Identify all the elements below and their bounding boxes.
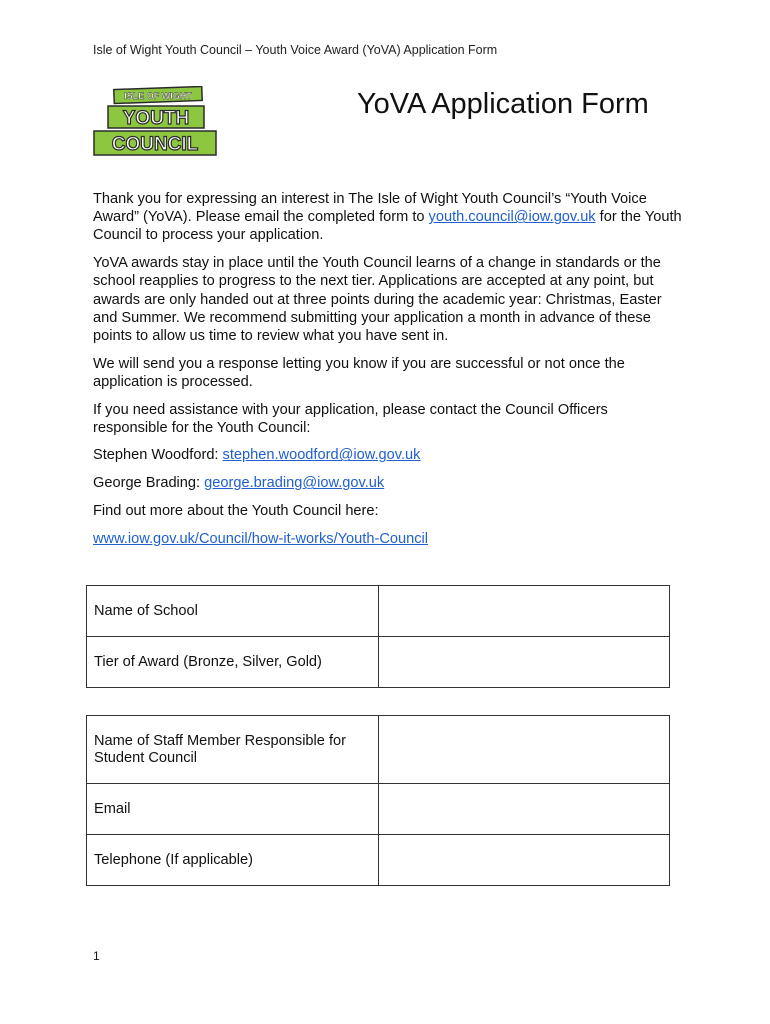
intro-paragraph-4: If you need assistance with your application, please contact the Council Officers responsible for the Youth Council: [93, 401, 608, 436]
name-of-school-field[interactable] [379, 586, 670, 637]
intro-paragraph-3: We will send you a response letting you know if you are successful or not once the application is processed. [93, 355, 625, 390]
staff-details-table [86, 715, 670, 886]
table-row [87, 637, 670, 688]
intro-text-end: for the Youth Council to process your application. [93, 209, 682, 244]
email-label: Email [87, 784, 379, 835]
table-row [87, 784, 670, 835]
youth-council-email-link[interactable]: youth.council@iow.gov.uk [428, 209, 596, 226]
running-header: Isle of Wight Youth Council – Youth Voice Award (YoVA) Application Form [93, 43, 498, 57]
tier-of-award-field[interactable] [379, 637, 670, 688]
telephone-label: Telephone (If applicable) [87, 835, 379, 886]
find-out-more: Find out more about the Youth Council here: [93, 502, 379, 519]
youth-council-logo [92, 86, 218, 158]
intro-section [93, 190, 683, 557]
intro-paragraph-2: YoVA awards stay in place until the Youth Council learns of a change in standards or the school reapplies to progress to the next tier. Applications are accepted at any point, but awards are only handed out at three points during the academic year: Christmas, Easter and Summer. We recommend submitting your application a month in advance of these points to allow us time to review what you have sent in. [93, 255, 662, 344]
telephone-field[interactable] [379, 835, 670, 886]
contact-george [93, 474, 683, 492]
page-title: YoVA Application Form [357, 88, 649, 120]
website-paragraph [93, 530, 683, 548]
table-row [87, 586, 670, 637]
name-of-school-label: Name of School [87, 586, 379, 637]
email-field[interactable] [379, 784, 670, 835]
logo-line2: YOUTH [122, 108, 190, 129]
table-row [87, 835, 670, 886]
website-link[interactable]: www.iow.gov.uk/Council/how-it-works/Youth-Council [93, 530, 428, 547]
intro-text: Thank you for expressing an interest in The Isle of Wight Youth Council’s “Youth Voice Award” (YoVA). Please email the completed form to [93, 191, 647, 226]
staff-member-field[interactable] [379, 716, 670, 784]
contact-label: Stephen Woodford: [93, 447, 223, 464]
george-email-link[interactable]: george.brading@iow.gov.uk [204, 475, 385, 492]
page-number: 1 [93, 949, 100, 963]
intro-paragraph-1 [93, 190, 683, 245]
stephen-email-link[interactable]: stephen.woodford@iow.gov.uk [222, 447, 421, 464]
table-row [87, 716, 670, 784]
school-details-table [86, 585, 670, 688]
tier-of-award-label: Tier of Award (Bronze, Silver, Gold) [87, 637, 379, 688]
logo-line3: COUNCIL [111, 134, 199, 155]
contact-label: George Brading: [93, 475, 205, 492]
contact-stephen [93, 446, 683, 464]
logo-line1: ISLE OF WIGHT [124, 91, 192, 101]
staff-member-label: Name of Staff Member Responsible for Student Council [87, 716, 379, 784]
